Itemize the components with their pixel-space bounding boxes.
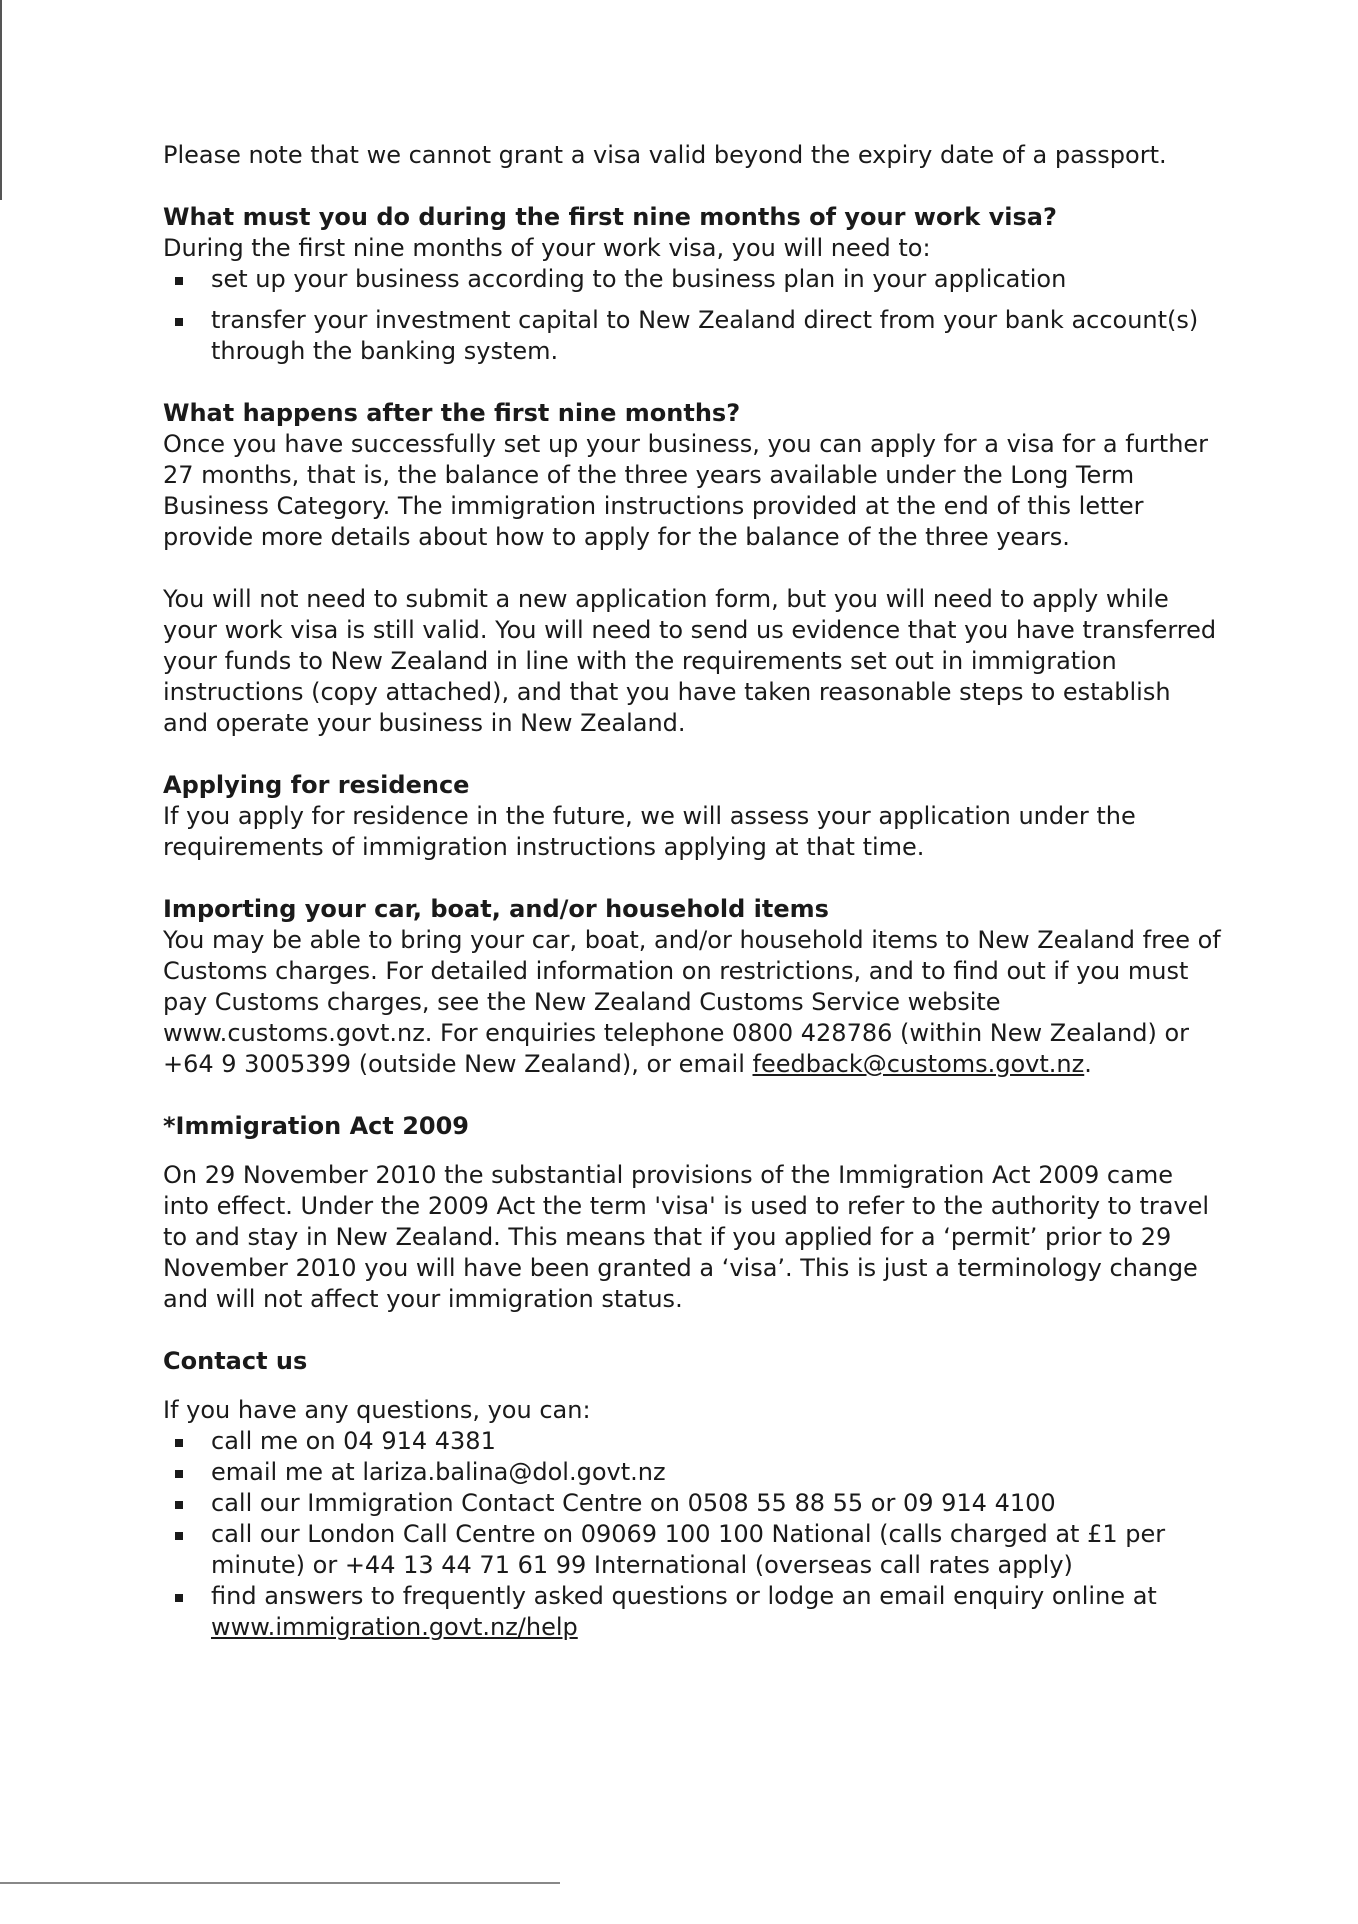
scan-bottom-mark <box>0 1882 560 1884</box>
contact-lead: If you have any questions, you can: <box>163 1396 591 1424</box>
help-item-text: find answers to frequently asked questions or lodge an email enquiry online at <box>211 1582 1157 1610</box>
heading-contact: Contact us <box>163 1347 308 1375</box>
list-item: call our Immigration Contact Centre on 0508 55 88 55 or 09 914 4100 <box>163 1488 1223 1519</box>
list-item: transfer your investment capital to New Zealand direct from your bank account(s) through the banking system. <box>163 305 1223 367</box>
list-item <box>163 1581 1223 1643</box>
customs-email-link[interactable]: feedback@customs.govt.nz <box>752 1050 1085 1078</box>
new-application-paragraph: You will not need to submit a new application form, but you will need to apply while your work visa is still valid. You will need to send us evidence that you have transferred your funds to New Zealand in line with the requirements set out in immigration instructions (copy attached), and that you have taken reasonable steps to establish and operate your business in New Zealand. <box>163 585 1217 737</box>
heading-residence: Applying for residence <box>163 771 470 799</box>
importing-end: . <box>1084 1050 1092 1078</box>
residence-paragraph: If you apply for residence in the future, we will assess your application under the requirements of immigration instructions applying at that time. <box>163 802 1136 861</box>
list-item: email me at lariza.balina@dol.govt.nz <box>163 1457 1223 1488</box>
first-nine-months-list <box>163 264 1223 367</box>
heading-importing: Importing your car, boat, and/or household items <box>163 895 829 923</box>
importing-text: You may be able to bring your car, boat, and/or household items to New Zealand free of Customs charges. For detailed information on restrictions, and to find out if you must pay Customs charges, see the New Zealand Customs Service website www.customs.govt.nz. For enquiries telephone 0800 428786 (within New Zealand) or +64 9 3005399 (outside New Zealand), or email <box>163 926 1221 1078</box>
list-item: set up your business according to the business plan in your application <box>163 264 1223 295</box>
list-item: call our London Call Centre on 09069 100 100 National (calls charged at £1 per minute) or +44 13 44 71 61 99 International (overseas call rates apply) <box>163 1519 1223 1581</box>
first-nine-months-lead: During the first nine months of your work visa, you will need to: <box>163 234 931 262</box>
heading-immigration-act: *Immigration Act 2009 <box>163 1112 469 1140</box>
scan-edge-mark <box>0 0 2 200</box>
list-item: call me on 04 914 4381 <box>163 1426 1223 1457</box>
heading-first-nine-months: What must you do during the first nine months of your work visa? <box>163 203 1057 231</box>
letter-page <box>163 140 1223 1643</box>
intro-paragraph: Please note that we cannot grant a visa valid beyond the expiry date of a passport. <box>163 141 1167 169</box>
contact-list <box>163 1426 1223 1643</box>
importing-paragraph <box>163 925 1223 1080</box>
after-nine-months-paragraph: Once you have successfully set up your business, you can apply for a visa for a further 27 months, that is, the balance of the three years available under the Long Term Business Category. The immigration instructions provided at the end of this letter provide more details about how to apply for the balance of the three years. <box>163 430 1209 551</box>
immigration-act-paragraph: On 29 November 2010 the substantial provisions of the Immigration Act 2009 came into effect. Under the 2009 Act the term 'visa' is used to refer to the authority to travel to and stay in New Zealand. This means that if you applied for a ‘permit’ prior to 29 November 2010 you will have been granted a ‘visa’. This is just a terminology change and will not affect your immigration status. <box>163 1161 1210 1313</box>
help-link[interactable]: www.immigration.govt.nz/help <box>211 1613 578 1641</box>
heading-after-nine-months: What happens after the first nine months? <box>163 399 741 427</box>
